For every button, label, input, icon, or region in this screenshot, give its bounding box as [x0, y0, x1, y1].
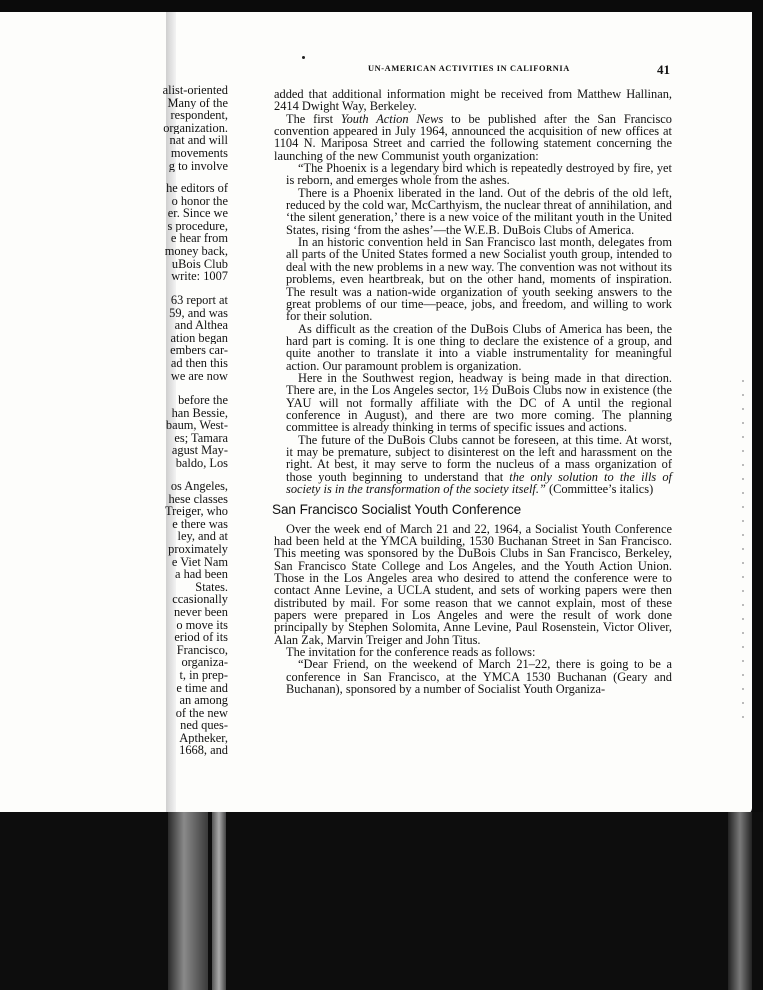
text-run: The future of the DuBois Clubs cannot be foreseen, at this time. At worst, it may be premature, subject to disinterest on the left and harassment on the right. At best, it may serve to form the nucleus of a mass organization of those youth beginning to understand that [286, 432, 672, 484]
fragment-line: uBois Club [171, 257, 228, 271]
fragment-line: s procedure, [167, 219, 228, 233]
main-text [274, 88, 672, 696]
facing-page-fragment-3 [152, 294, 232, 382]
fragment-line: ad then this [170, 356, 228, 370]
fragment-line: Many of the [167, 96, 228, 110]
quoted-paragraph: In an historic convention held in San Francisco last month, delegates from all parts of the United States formed a new Socialist youth group, intended to deal with the new problems in a new way. The convention was not without its problems, even heartbreak, but on the other hand, moments of inspiration. The result was a nation-wide organization of youth seeking answers to the great problems of our time—peace, jobs, and freedom, and willing to work for their solution. [286, 235, 672, 324]
page-edge-stack-2 [212, 812, 226, 990]
print-speck [302, 56, 305, 59]
paragraph: The invitation for the conference reads as follows: [286, 645, 536, 660]
paragraph [274, 113, 672, 162]
fragment-line: os Angeles, [170, 480, 228, 493]
scan-specks [742, 380, 744, 720]
quoted-paragraph: There is a Phoenix liberated in the land. Out of the debris of the old left, reduced by the cold war, McCarthyism, the nuclear threat of annihilation, and ‘the silent generation,’ there is a new voice of the militant youth in the United States, rising ‘from the ashes’—the W.E.B. DuBois Clubs of America. [286, 185, 672, 237]
fragment-line: a had been [175, 568, 228, 581]
facing-page-fragment-4 [152, 394, 232, 470]
page-edge-stack-3 [728, 812, 752, 990]
fragment-line: er. Since we [167, 207, 228, 220]
section-heading: San Francisco Socialist Youth Conference [272, 502, 522, 518]
fragment-line: States. [195, 580, 228, 594]
facing-page-fragment-5 [152, 480, 232, 757]
text-run: The first [286, 111, 341, 126]
fragment-line: eriod of its [174, 631, 228, 644]
fragment-line: and Althea [174, 319, 228, 332]
facing-page-fragment-1 [152, 84, 232, 172]
fragment-line: e time and [176, 681, 228, 695]
fragment-line: ned ques- [180, 719, 228, 732]
italic-emphasis: the only solution to the ills of society is in the transformation of the society itself.” [286, 469, 672, 496]
page-number: 41 [657, 62, 670, 77]
fragment-line: Aptheker, [179, 731, 228, 745]
fragment-line: o move its [176, 618, 228, 632]
fragment-line: we are now [170, 369, 228, 383]
header-title: UN-AMERICAN ACTIVITIES IN CALIFORNIA [368, 64, 570, 73]
fragment-line: e there was [172, 517, 228, 531]
fragment-line: never been [173, 605, 228, 619]
fragment-line: organization. [163, 121, 228, 135]
fragment-line: es; Tamara [174, 431, 228, 445]
text-run: (Committee’s italics) [545, 482, 654, 496]
fragment-line: agust May- [171, 444, 228, 457]
running-header [274, 62, 670, 78]
fragment-line: baldo, Los [175, 456, 228, 470]
fragment-line: ley, and at [177, 530, 228, 543]
quoted-paragraph [274, 434, 672, 496]
fragment-line: alist-oriented [162, 84, 228, 97]
fragment-line: g to involve [168, 159, 228, 173]
facing-page-fragment-2 [152, 182, 232, 283]
paragraph: added that additional information might be received from Matthew Hallinan, 2414 Dwight Way, Berkeley. [274, 87, 672, 114]
fragment-line: ccasionally [172, 593, 228, 606]
fragment-line: 1668, and [179, 744, 228, 758]
quoted-paragraph: “Dear Friend, on the weekend of March 21–22, there is going to be a conference in San Francisco, at the YMCA 1530 Buchanan (Geary and Buchanan), sponsored by a number of Socialist Youth Organiza- [286, 657, 672, 697]
fragment-line: movements [170, 146, 228, 160]
fragment-line: ation began [170, 331, 228, 345]
fragment-line: an among [179, 694, 228, 707]
quoted-paragraph: Here in the Southwest region, headway is being made in that direction. There are, in the Los Angeles sector, 1½ DuBois Clubs now in existence (the YAU will not formally affiliate with the DC of A until the regional conference in August), and there are two more coming. The planning committee is already thinking in terms of specific issues and actions. [286, 370, 672, 435]
fragment-line: money back, [164, 244, 228, 258]
fragment-line: before the [178, 394, 228, 407]
quoted-paragraph: “The Phoenix is a legendary bird which is repeatedly destroyed by fire, yet is reborn, and emerges whole from the ashes. [286, 161, 672, 188]
fragment-line: 63 report at [170, 294, 228, 307]
fragment-line: proximately [168, 542, 228, 556]
quoted-paragraph: As difficult as the creation of the DuBois Clubs of America has been, the hard part is coming. It is one thing to declare the existence of a group, and quite another to translate it into a viable instrumentality for meaningful action. Our paramount problem is organization. [286, 321, 672, 373]
fragment-line: 59, and was [169, 306, 228, 320]
fragment-line: respondent, [170, 109, 228, 122]
fragment-line: t, in prep- [179, 668, 228, 682]
fragment-line: baum, West- [165, 419, 228, 432]
fragment-line: hese classes [168, 492, 228, 506]
italic-title: Youth Action News [340, 111, 444, 126]
fragment-line: write: 1007 [171, 270, 228, 283]
fragment-line: nat and will [169, 134, 228, 147]
fragment-line: of the new [175, 706, 228, 720]
fragment-line: embers car- [170, 344, 228, 357]
fragment-line: organiza- [181, 656, 228, 669]
fragment-line: Francisco, [176, 643, 228, 657]
page-edge-stack [168, 812, 208, 990]
text-run: to be published after the San Francisco convention appeared in July 1964, announced the acquisition of new offices at 1104 N. Mariposa Street and carried the following statement concerning the launching of the new Communist youth organization: [274, 111, 672, 163]
fragment-line: e hear from [170, 232, 228, 245]
fragment-line: he editors of [166, 182, 228, 195]
scan-bottom-background [0, 812, 763, 990]
fragment-line: o honor the [171, 194, 228, 208]
paragraph: Over the week end of March 21 and 22, 1964, a Socialist Youth Conference had been held at the YMCA building, 1530 Buchanan Street in San Francisco. This meeting was sponsored by the DuBois Clubs in San Francisco, Berkeley, San Francisco State College and Los Angeles, and the Youth Action Union. Those in the Los Angeles area who desired to attend the conference were to contact Anne Levine, a UCLA student, and sets of working papers were then distributed by mail. For some reason that we cannot explain, most of these papers were prepared in Los Angeles and were the result of work done principally by Stephen Solomita, Anne Levine, Paul Rosenstein, Victor Oliver, Alan Zak, Marvin Treiger and John Titus. [274, 521, 672, 647]
fragment-line: han Bessie, [171, 406, 228, 420]
fragment-line: e Viet Nam [171, 555, 228, 569]
fragment-line: Treiger, who [164, 505, 228, 518]
